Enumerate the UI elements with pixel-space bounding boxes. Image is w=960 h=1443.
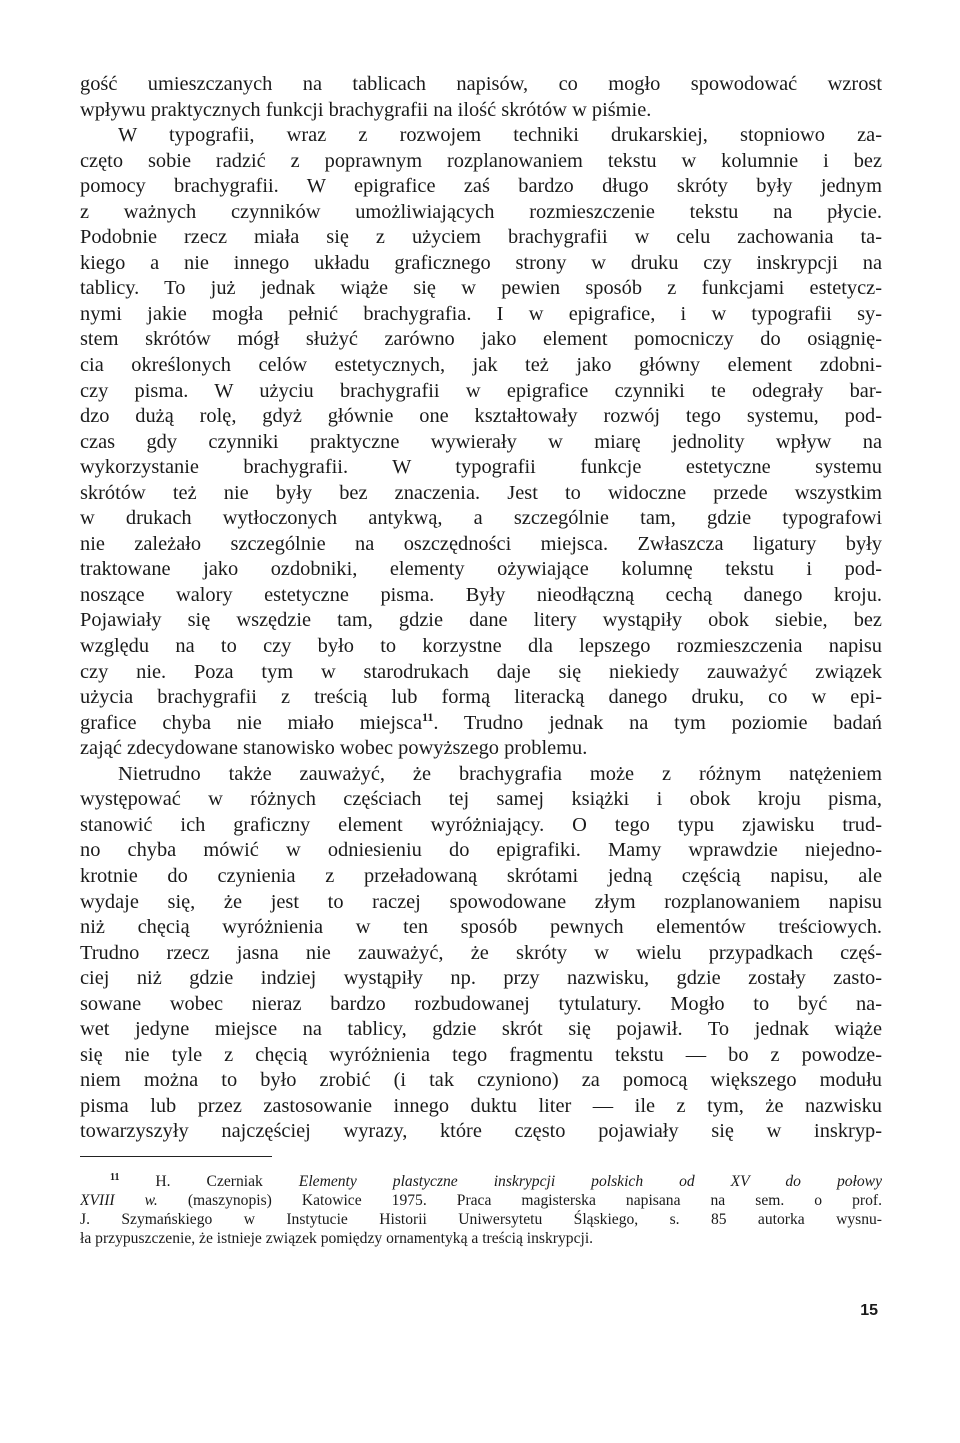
text-line: czy pisma. W użyciu brachygrafii w epigrafice czynniki te odegrały bar-	[80, 379, 882, 402]
footnote-line: J. Szymańskiego w Instytucie Historii Uniwersytetu Śląskiego, s. 85 autorka wysnu-	[80, 1211, 882, 1229]
text-line: wet jedyne miejsce na tablicy, gdzie skrót się pojawił. To jednak wiąże	[80, 1018, 882, 1041]
text-line: się nie tyle z chęcią wyróżnienia tego fragmentu tekstu — bo z powodze-	[80, 1043, 882, 1066]
text-fragment: . Trudno jednak na tym poziomie badań	[433, 711, 882, 734]
text-line: występować w różnych częściach tej samej książki i obok kroju pisma,	[80, 788, 882, 811]
footnote-line: ła przypuszczenie, że istnieje związek pomiędzy ornamentyką a treścią inskrypcji.	[80, 1230, 594, 1248]
footnote-text: (maszynopis) Katowice 1975. Praca magisterska napisana na sem. o prof.	[157, 1192, 882, 1210]
text-line: nymi jakie mogła pełnić brachygrafia. I w epigrafice, i w typografii sy-	[80, 302, 882, 325]
text-line: z ważnych czynników umożliwiających rozmieszczenie tekstu na płycie.	[80, 200, 882, 223]
text-line: w drukach wytłoczonych antykwą, a szczególnie tam, gdzie typografowi	[80, 507, 882, 530]
text-line: wydaje się, że jest to raczej spowodowane złym rozplanowaniem napisu	[80, 890, 882, 913]
text-line: czy nie. Poza tym w starodrukach daje się niekiedy zauważyć związek	[80, 660, 882, 683]
text-line: częto sobie radzić z poprawnym rozplanowaniem tekstu w kolumnie i bez	[80, 149, 882, 172]
text-line: sowane wobec nieraz bardzo rozbudowanej tytulatury. Mogło to być na-	[80, 992, 882, 1015]
text-line: Trudno rzecz jasna nie zauważyć, że skróty w wielu przypadkach częś-	[80, 941, 882, 964]
footnote-reference[interactable]: 11	[422, 710, 434, 724]
text-line: krotnie do czynienia z przeładowaną skrótami jedną częścią napisu, ale	[80, 864, 882, 887]
text-line: cia określonych celów estetycznych, jak też jako główny element zdobni-	[80, 354, 882, 377]
text-line: Podobnie rzecz miała się z użyciem brachygrafii w celu zachowania ta-	[80, 226, 882, 249]
text-line-with-footnote-ref	[80, 711, 882, 737]
text-line: niem można to było zrobić (i tak czyniono) za pomocą większego modułu	[80, 1069, 882, 1092]
text-line: stanowić ich graficzny element wyróżniający. O tego typu zjawisku trud-	[80, 813, 882, 836]
text-line: kiego a nie innego układu graficznego strony w druku czy inskrypcji na	[80, 251, 882, 274]
footnote-title: Elementy plastyczne inskrypcji polskich od XV do połowy	[298, 1173, 882, 1190]
text-line: niż chęcią wyróżnienia w ten sposób pewnych elementów treściowych.	[80, 916, 882, 939]
main-text-block	[80, 72, 882, 1145]
text-line: użycia brachygrafii z treścią lub formą literacką danego druku, co w epi-	[80, 686, 882, 709]
footnote	[80, 1172, 882, 1248]
text-line: stem skrótów mógł służyć zarówno jako element pomocniczy do osiągnię-	[80, 328, 882, 351]
text-line: traktowane jako ozdobniki, elementy ożywiające kolumnę tekstu i pod-	[80, 558, 882, 581]
text-line: zająć zdecydowane stanowisko wobec powyższego problemu.	[80, 737, 588, 760]
text-line: ciej niż gdzie indziej wystąpiły np. przy nazwisku, gdzie zostały zasto-	[80, 967, 882, 990]
footnote-line	[80, 1191, 882, 1210]
page-number: 15	[860, 1302, 878, 1319]
text-line: towarzyszyły najczęściej wyrazy, które często pojawiały się w inskryp-	[80, 1120, 882, 1143]
text-line: pisma lub przez zastosowanie innego duktu liter — ile z tym, że nazwisku	[80, 1094, 882, 1117]
text-line: dzo dużą rolę, gdyż głównie one kształtowały rozwój tego systemu, pod-	[80, 405, 882, 428]
text-line: pomocy brachygrafii. W epigrafice zaś bardzo długo skróty były jednym	[80, 175, 882, 198]
text-line: wykorzystanie brachygrafii. W typografii funkcje estetyczne systemu	[80, 456, 882, 479]
text-line: tablicy. To już jednak wiąże się w pewien sposób z funkcjami estetycz-	[80, 277, 882, 300]
footnote-author: H. Czerniak	[155, 1173, 299, 1190]
text-line: wpływu praktycznych funkcji brachygrafii na ilość skrótów w piśmie.	[80, 98, 652, 121]
text-line: no chyba mówić w odniesieniu do epigrafiki. Mamy wprawdzie niejedno-	[80, 839, 882, 862]
text-line: Nietrudno także zauważyć, że brachygrafia może z różnym natężeniem	[118, 762, 882, 785]
text-line: czas gdy czynniki praktyczne wywierały w miarę jednolity wpływ na	[80, 430, 882, 453]
text-line: W typografii, wraz z rozwojem techniki drukarskiej, stopniowo za-	[118, 124, 882, 147]
text-line: nie zależało szczególnie na oszczędności miejsca. Zwłaszcza ligatury były	[80, 532, 882, 555]
text-line: względu na to czy było to korzystne dla lepszego rozmieszczenia napisu	[80, 635, 882, 658]
text-line: noszące walory estetyczne pisma. Były nieodłączną cechą danego kroju.	[80, 583, 882, 606]
footnote-title-cont: XVIII w.	[80, 1192, 158, 1210]
text-line: gość umieszczanych na tablicach napisów, co mogło spowodować wzrost	[80, 73, 882, 95]
text-line: Pojawiały się wszędzie tam, gdzie dane litery wystąpiły obok siebie, bez	[80, 609, 882, 632]
footnote-separator	[80, 1156, 272, 1157]
footnote-line	[80, 1172, 882, 1191]
footnote-marker: 11	[110, 1172, 120, 1183]
text-fragment: grafice chyba nie miało miejsca	[80, 711, 423, 734]
text-line: skrótów też nie były bez znaczenia. Jest to widoczne przede wszystkim	[80, 481, 882, 504]
